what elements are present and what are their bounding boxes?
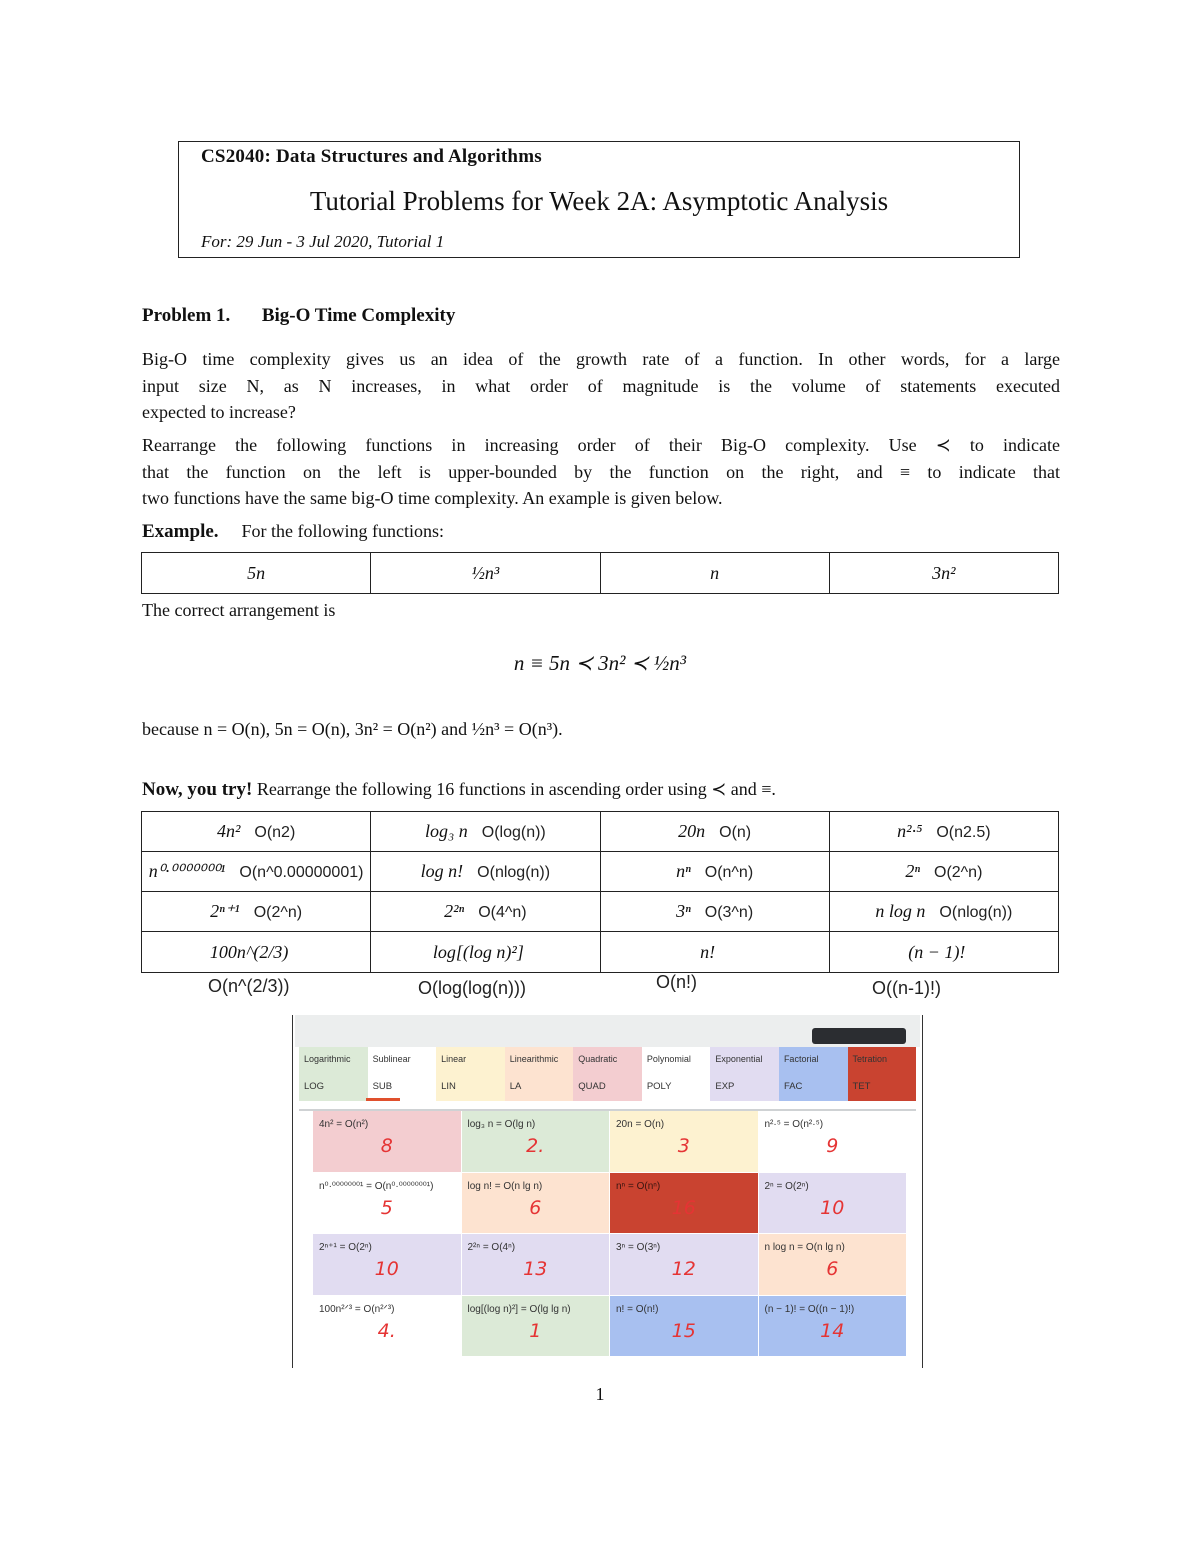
- complexity-cell: [759, 1173, 908, 1235]
- complexity-tabs: [299, 1047, 916, 1101]
- handwritten-annotation: O(n2): [254, 824, 296, 841]
- tab-code: LIN: [441, 1081, 456, 1092]
- function-cell: [371, 852, 600, 892]
- function-expression: 20n: [678, 821, 706, 841]
- handwritten-rank: 5: [380, 1196, 393, 1219]
- tab-code: TET: [852, 1081, 871, 1092]
- cell-expression: (n − 1)! = O((n − 1)!): [764, 1303, 855, 1315]
- complexity-cell: [759, 1296, 908, 1358]
- tab-code: LA: [509, 1081, 522, 1092]
- tab-code: QUAD: [578, 1081, 606, 1092]
- function-expression: 2ⁿ: [905, 861, 920, 881]
- handwritten-rank: 15: [671, 1319, 696, 1342]
- example-line: [142, 521, 444, 543]
- function-expression: 2²ⁿ: [444, 901, 465, 921]
- function-expression: 4n²: [216, 821, 241, 841]
- tab-name: Quadratic: [578, 1054, 618, 1064]
- instruction-line: Rearrange the following functions in increasing order of their Big-O complexity. Use ≺ to indicate: [142, 435, 1060, 455]
- function-expression: n²·⁵: [897, 821, 923, 841]
- handwritten-annotation: O(2^n): [934, 864, 983, 881]
- cell-expression: n! = O(n!): [616, 1303, 659, 1315]
- function-cell: [142, 812, 371, 852]
- functions-row: [142, 892, 1059, 932]
- function-cell: [142, 892, 371, 932]
- function-expression: 2ⁿ⁺¹: [210, 901, 240, 921]
- example-function: n: [600, 553, 829, 594]
- cell-expression: 2ⁿ = O(2ⁿ): [764, 1180, 809, 1192]
- header-box: [178, 141, 1020, 258]
- complexity-cell: [313, 1111, 462, 1173]
- annotation-below-3: O(n!): [656, 972, 698, 992]
- cell-expression: n²·⁵ = O(n²·⁵): [764, 1119, 824, 1130]
- complexity-cell: [313, 1173, 462, 1235]
- tab-name: Linear: [441, 1054, 467, 1064]
- handwritten-annotation: O(n2.5): [936, 824, 991, 841]
- try-bold: Now, you try!: [142, 779, 253, 800]
- tab-lin[interactable]: [436, 1047, 505, 1101]
- complexity-cell: [462, 1173, 611, 1235]
- tab-fac[interactable]: [779, 1047, 848, 1101]
- tab-tet[interactable]: [848, 1047, 917, 1101]
- tab-name: Tetration: [852, 1054, 888, 1064]
- handwritten-rank: 1: [529, 1319, 542, 1342]
- instruction-line: that the function on the left is upper-bounded by the function on the right, and ≡ to indicate that: [142, 461, 1060, 482]
- tab-code: POLY: [646, 1081, 672, 1092]
- function-expression: log[(log n)²]: [432, 941, 524, 962]
- complexity-cell: [462, 1111, 611, 1173]
- complexity-screenshot: [292, 1015, 923, 1368]
- function-expression: log₃ n: [424, 821, 468, 841]
- function-cell: [371, 812, 600, 852]
- intro-line: Big-O time complexity gives us an idea of the growth rate of a function. In other words, for a large: [142, 349, 1060, 369]
- annotation-below-1: O(n^(2/3)): [208, 976, 290, 996]
- cell-expression: 2ⁿ⁺¹ = O(2ⁿ): [319, 1242, 372, 1253]
- try-text: Rearrange the following 16 functions in ascending order using ≺ and ≡.: [256, 779, 776, 799]
- example-function: 3n²: [829, 553, 1058, 594]
- course-title: CS2040: Data Structures and Algorithms: [201, 146, 542, 167]
- function-cell: [829, 852, 1058, 892]
- functions-row: [142, 812, 1059, 852]
- handwritten-rank: 4.: [377, 1319, 396, 1342]
- problem-title: Big-O Time Complexity: [261, 305, 456, 326]
- intro-line: expected to increase?: [142, 402, 296, 422]
- search-bar[interactable]: [812, 1028, 906, 1044]
- handwritten-annotation: O(4^n): [478, 904, 527, 921]
- tab-name: Linearithmic: [509, 1054, 559, 1064]
- handwritten-rank: 10: [820, 1196, 845, 1219]
- tab-quad[interactable]: [573, 1047, 642, 1101]
- function-cell: [829, 932, 1058, 973]
- function-cell: [829, 812, 1058, 852]
- arrangement-intro: The correct arrangement is: [142, 600, 336, 620]
- instruction-line: two functions have the same big-O time complexity. An example is given below.: [142, 488, 723, 508]
- cell-expression: n⁰·⁰⁰⁰⁰⁰⁰⁰¹ = O(n⁰·⁰⁰⁰⁰⁰⁰⁰¹): [319, 1180, 434, 1192]
- functions-table: [141, 811, 1059, 973]
- function-expression: nⁿ: [676, 861, 691, 881]
- handwritten-annotation: O(n): [719, 824, 752, 841]
- cell-expression: log n! = O(n lg n): [467, 1180, 543, 1192]
- annotation-below-4: O((n-1)!): [872, 978, 941, 998]
- cell-expression: log₃ n = O(lg n): [467, 1119, 536, 1130]
- tab-name: Exponential: [715, 1054, 763, 1064]
- active-tab-indicator: [366, 1098, 400, 1101]
- complexity-cell: [610, 1234, 759, 1296]
- complexity-cell: [759, 1111, 908, 1173]
- annotation-below-2: O(log(log(n))): [418, 978, 527, 998]
- handwritten-annotation: O(n^n): [704, 864, 754, 881]
- cell-expression: log[(log n)²] = O(lg lg n): [467, 1303, 571, 1315]
- function-cell: [600, 892, 829, 932]
- handwritten-annotation: O(log(n)): [481, 824, 546, 841]
- cell-expression: 100n²ᐟ³ = O(n²ᐟ³): [319, 1303, 395, 1315]
- functions-row: [142, 852, 1059, 892]
- tab-exp[interactable]: [710, 1047, 779, 1101]
- function-expression: n log n: [875, 901, 926, 921]
- function-cell: [142, 932, 371, 973]
- tutorial-title: Tutorial Problems for Week 2A: Asymptotic Analysis: [309, 186, 889, 216]
- example-text: For the following functions:: [241, 521, 445, 541]
- function-expression: n⁰·⁰⁰⁰⁰⁰⁰⁰¹: [148, 861, 226, 881]
- tab-sub[interactable]: [368, 1047, 437, 1101]
- tutorial-date: For: 29 Jun - 3 Jul 2020, Tutorial 1: [201, 232, 445, 251]
- handwritten-rank: 3: [677, 1135, 690, 1157]
- function-cell: [371, 892, 600, 932]
- handwritten-rank: 16: [671, 1196, 696, 1219]
- tab-code: LOG: [304, 1081, 325, 1092]
- function-expression: 100n^(2/3): [209, 941, 289, 962]
- complexity-cell: [462, 1234, 611, 1296]
- complexity-cell: [313, 1234, 462, 1296]
- functions-row: [142, 932, 1059, 973]
- function-cell: [829, 892, 1058, 932]
- problem-heading: [142, 305, 455, 327]
- function-cell: [600, 852, 829, 892]
- complexity-cell: [462, 1296, 611, 1358]
- cell-expression: n log n = O(n lg n): [764, 1242, 845, 1253]
- intro-line: input size N, as N increases, in what order of magnitude is the volume of statements executed: [142, 375, 1060, 396]
- complexity-cell: [610, 1296, 759, 1358]
- handwritten-annotation: O(3^n): [704, 904, 754, 921]
- tab-name: Logarithmic: [304, 1054, 351, 1064]
- cell-expression: 2²ⁿ = O(4ⁿ): [467, 1242, 516, 1253]
- handwritten-annotation: O(nlog(n)): [939, 904, 1013, 921]
- handwritten-rank: 12: [671, 1258, 696, 1280]
- example-label: Example.: [142, 521, 219, 542]
- handwritten-annotation: O(2^n): [253, 904, 303, 921]
- complexity-cell: [313, 1296, 462, 1358]
- try-line: [142, 779, 776, 801]
- handwritten-rank: 13: [523, 1258, 548, 1280]
- handwritten-rank: 2.: [526, 1135, 545, 1157]
- tab-code: SUB: [372, 1081, 393, 1092]
- handwritten-rank: 14: [820, 1319, 845, 1342]
- handwritten-rank: 6: [529, 1196, 542, 1219]
- function-cell: [371, 932, 600, 973]
- complexity-grid: [313, 1111, 907, 1357]
- complexity-cell: [759, 1234, 908, 1296]
- handwritten-rank: 10: [374, 1258, 399, 1280]
- tab-la[interactable]: [505, 1047, 574, 1101]
- handwritten-rank: 8: [380, 1135, 393, 1157]
- example-function: ½n³: [371, 553, 600, 594]
- handwritten-rank: 6: [826, 1258, 839, 1280]
- cell-expression: 4n² = O(n²): [319, 1119, 369, 1130]
- tab-log[interactable]: [299, 1047, 368, 1101]
- handwritten-annotation: O(n^0.00000001): [239, 864, 364, 881]
- cell-expression: nⁿ = O(nⁿ): [616, 1180, 661, 1192]
- intro-paragraph: [142, 346, 1060, 426]
- function-expression: n!: [700, 941, 716, 962]
- function-expression: 3ⁿ: [676, 901, 691, 921]
- arrangement-formula: n ≡ 5n ≺ 3n² ≺ ½n³: [513, 651, 687, 675]
- tab-name: Factorial: [783, 1054, 819, 1064]
- page-number: 1: [595, 1384, 605, 1404]
- cell-expression: 3ⁿ = O(3ⁿ): [616, 1242, 661, 1253]
- complexity-cell: [610, 1111, 759, 1173]
- tab-name: Sublinear: [372, 1054, 411, 1064]
- example-function: 5n: [142, 553, 371, 594]
- tab-poly[interactable]: [642, 1047, 711, 1101]
- tab-name: Polynomial: [646, 1054, 691, 1064]
- problem-label: Problem 1.: [142, 305, 231, 326]
- complexity-cell: [610, 1173, 759, 1235]
- tab-code: FAC: [783, 1081, 803, 1092]
- screenshot-topbar: [295, 1015, 920, 1047]
- because-line: because n = O(n), 5n = O(n), 3n² = O(n²) and ½n³ = O(n³).: [142, 719, 563, 739]
- handwritten-annotation: O(nlog(n)): [477, 864, 551, 881]
- handwritten-rank: 9: [826, 1135, 839, 1157]
- instruction-paragraph: [142, 432, 1060, 512]
- tab-code: EXP: [715, 1081, 735, 1092]
- function-cell: [142, 852, 371, 892]
- cell-expression: 20n = O(n): [616, 1119, 665, 1130]
- example-table: [141, 552, 1059, 594]
- function-cell: [600, 812, 829, 852]
- function-expression: log n!: [420, 861, 464, 881]
- function-cell: [600, 932, 829, 973]
- function-expression: (n − 1)!: [908, 941, 966, 962]
